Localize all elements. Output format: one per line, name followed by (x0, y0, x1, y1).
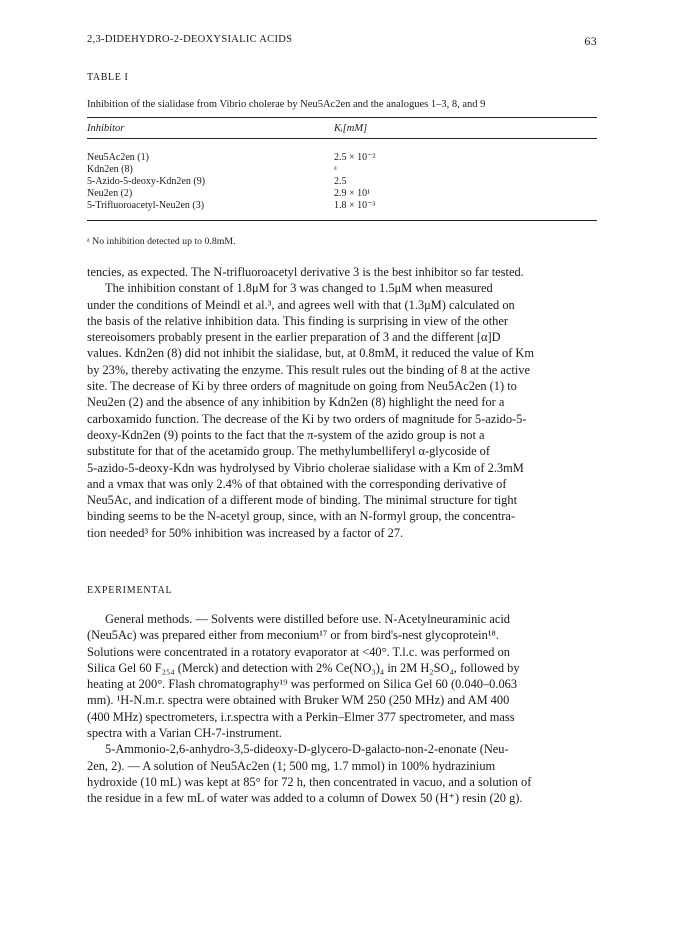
ki-value: 2.5 (334, 176, 347, 187)
body-line: tion needed³ for 50% inhibition was increased by a factor of 27. (87, 525, 404, 540)
inhibitor-name: Neu2en (2) (87, 188, 133, 199)
experimental-line: (Neu5Ac) was prepared either from meconium¹⁷ or from bird's-nest glycoprotein¹⁸. (87, 628, 499, 643)
experimental-line: 2en, 2). — A solution of Neu5Ac2en (1; 500 mg, 1.7 mmol) in 100% hydrazinium (87, 758, 496, 773)
body-line: Neu2en (2) and the absence of any inhibition by Kdn2en (8) highlight the need for a (87, 395, 505, 410)
body-paragraphs (87, 264, 598, 541)
experimental-line: hydroxide (10 mL) was kept at 85° for 72 h, then concentrated in vacuo, and a solution of (87, 774, 532, 789)
table-row (87, 176, 597, 188)
running-head-title: 2,3-DIDEHYDRO-2-DEOXYSIALIC ACIDS (87, 34, 293, 45)
body-line: 5-azido-5-deoxy-Kdn was hydrolysed by Vibrio cholerae sialidase with a Km of 2.3mM (87, 460, 524, 475)
table-header-rule (87, 138, 597, 139)
table-caption: Inhibition of the sialidase from Vibrio cholerae by Neu5Ac2en and the analogues 1–3, 8, and 9 (87, 99, 486, 110)
table-footnote: ᵃ No inhibition detected up to 0.8mM. (87, 236, 236, 247)
page-number: 63 (584, 34, 597, 48)
running-head (87, 34, 597, 48)
table-row (87, 152, 597, 164)
experimental-line: mm). ¹H-N.m.r. spectra were obtained with Bruker WM 250 (250 MHz) and AM 400 (87, 693, 510, 708)
column-header-ki: Kᵢ[mM] (334, 123, 368, 134)
experimental-line: Silica Gel 60 F₂₅₄ (Merck) and detection with 2% Ce(NO₃)₄ in 2M H₂SO₄, followed by (87, 660, 520, 675)
inhibitor-name: Kdn2en (8) (87, 164, 133, 175)
experimental-line: Solutions were concentrated in a rotatory evaporator at <40°. T.l.c. was performed on (87, 644, 510, 659)
experimental-line: heating at 200°. Flash chromatography¹⁹ was performed on Silica Gel 60 (0.040–0.063 (87, 677, 518, 692)
inhibitor-name: 5-Azido-5-deoxy-Kdn2en (9) (87, 176, 206, 187)
table-top-rule (87, 117, 597, 118)
ki-value: 2.5 × 10⁻² (334, 152, 376, 163)
inhibitor-name: 5-Trifluoroacetyl-Neu2en (3) (87, 200, 205, 211)
body-line: values. Kdn2en (8) did not inhibit the sialidase, but, at 0.8mM, it reduced the value of Km (87, 346, 535, 361)
experimental-line: General methods. — Solvents were distilled before use. N-Acetylneuraminic acid (105, 612, 510, 626)
body-line: the basis of the relative inhibition data. This finding is surprising in view of the other (87, 313, 508, 328)
table-row (87, 164, 597, 176)
ki-value: 1.8 × 10⁻³ (334, 200, 376, 211)
column-header-inhibitor: Inhibitor (87, 123, 125, 134)
experimental-line: spectra with a Varian CH-7-instrument. (87, 726, 282, 741)
body-line: stereoisomers probably present in the earlier preparation of 3 and the different [α]D (87, 330, 501, 345)
body-line: site. The decrease of Ki by three orders of magnitude on going from Neu5Ac2en (1) to (87, 379, 517, 394)
table-row (87, 188, 597, 200)
body-line: deoxy-Kdn2en (9) points to the fact that the π-system of the azido group is not a (87, 427, 485, 442)
experimental-line: 5-Ammonio-2,6-anhydro-3,5-dideoxy-D-glycero-D-galacto-non-2-enonate (Neu- (105, 742, 509, 757)
body-line: by 23%, thereby activating the enzyme. This result rules out the binding of 8 at the active (87, 362, 530, 377)
body-line: under the conditions of Meindl et al.³, and agrees well with that (1.3μM) calculated on (87, 297, 515, 312)
body-line: binding seems to be the N-acetyl group, since, with an N-formyl group, the concentra- (87, 509, 516, 524)
body-line: carboxamido function. The decrease of the Ki by two orders of magnitude for 5-azido-5- (87, 411, 527, 426)
ki-value: 2.9 × 10¹ (334, 188, 371, 199)
experimental-line: the residue in a few mL of water was added to a column of Dowex 50 (H⁺) resin (20 g). (87, 791, 523, 806)
experimental-paragraphs (87, 611, 598, 807)
inhibitor-name: Neu5Ac2en (1) (87, 152, 149, 163)
body-line: The inhibition constant of 1.8μM for 3 was changed to 1.5μM when measured (105, 281, 493, 296)
table-label: TABLE I (87, 72, 129, 83)
table-bottom-rule (87, 220, 597, 221)
body-line: tencies, as expected. The N-trifluoroacetyl derivative 3 is the best inhibitor so far tested. (87, 265, 524, 279)
experimental-line: (400 MHz) spectrometers, i.r.spectra with a Perkin–Elmer 377 spectrometer, and mass (87, 709, 515, 724)
table-row (87, 200, 597, 212)
body-line: substitute for that of the acetamido group. The methylumbelliferyl α-glycoside of (87, 444, 491, 459)
ki-value: ᵃ (334, 164, 337, 175)
body-line: and a vmax that was only 2.4% of that obtained with the corresponding derivative of (87, 476, 507, 491)
section-heading-experimental: EXPERIMENTAL (87, 585, 173, 596)
body-line: Neu5Ac, and indication of a different mode of binding. The minimal structure for tight (87, 493, 518, 508)
